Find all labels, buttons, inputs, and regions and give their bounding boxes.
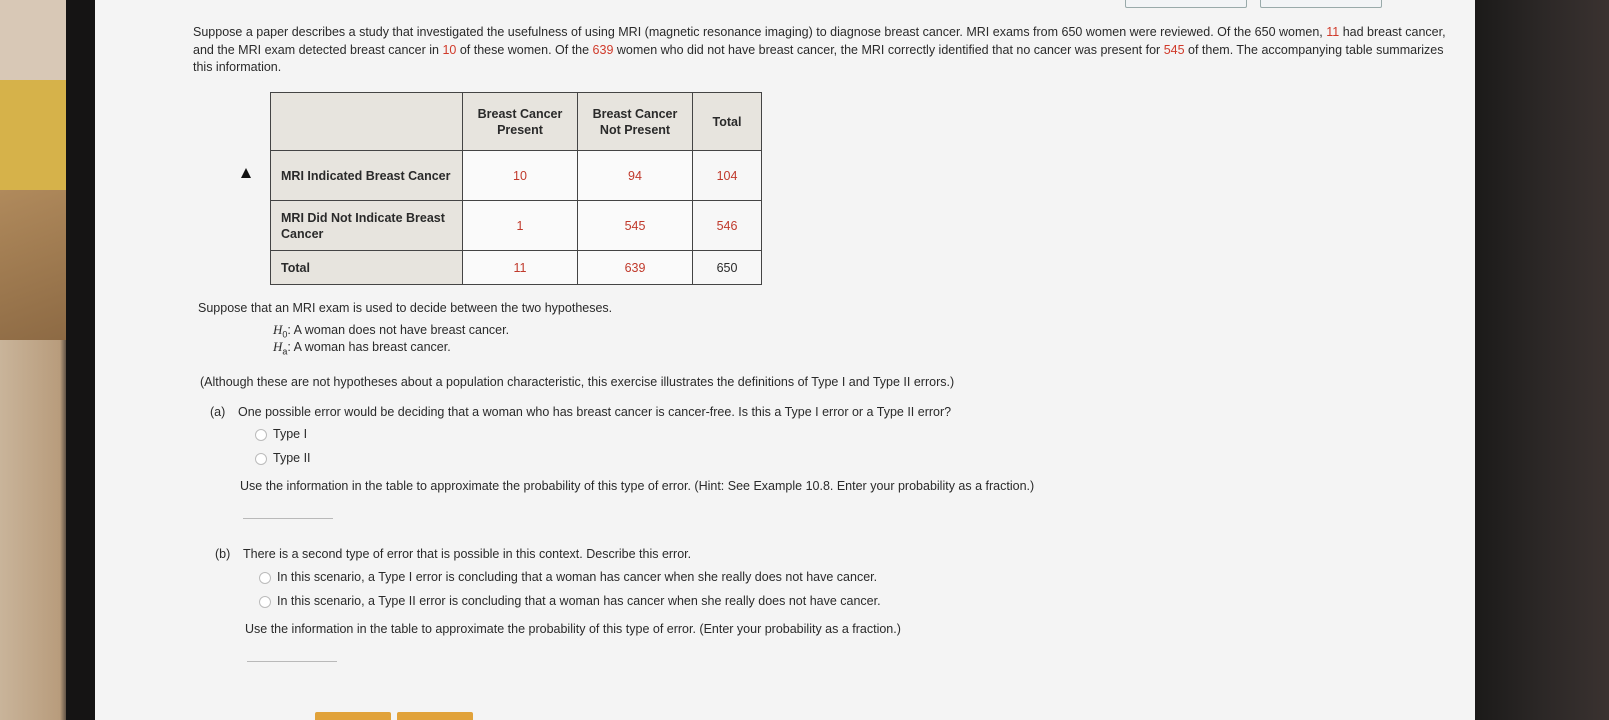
part-a-label: (a) — [210, 405, 226, 419]
part-a-instruction: Use the information in the table to approximate the probability of this type of error. (Hint: See Example 10.8. Enter your probability as a fraction.) — [240, 479, 1035, 493]
intro-value-10: 10 — [442, 42, 457, 57]
intro-value-545: 545 — [1163, 42, 1185, 57]
ha-symbol: H — [273, 339, 283, 354]
table-cell: 11 — [463, 251, 578, 285]
monitor-bezel-right — [1470, 0, 1609, 720]
table-cell-total: 650 — [693, 251, 762, 285]
part-a-question: One possible error would be deciding that a woman who has breast cancer is cancer-free. Is this a Type I error or a Type II error? — [238, 405, 952, 419]
part-a-option-type-i[interactable] — [255, 426, 307, 442]
table-row — [271, 151, 762, 201]
table-cell-total: 104 — [693, 151, 762, 201]
background-yellow-object — [0, 80, 66, 190]
option-label: Type II — [273, 451, 311, 465]
top-button-2[interactable] — [1260, 0, 1382, 8]
radio-button[interactable] — [259, 572, 271, 584]
part-b-instruction: Use the information in the table to approximate the probability of this type of error. (Enter your probability as a fraction.) — [245, 622, 901, 636]
problem-intro — [193, 24, 1453, 77]
submit-button[interactable] — [315, 712, 391, 720]
radio-button[interactable] — [259, 596, 271, 608]
radio-button[interactable] — [255, 453, 267, 465]
background-wood — [0, 190, 66, 340]
table-cell: 639 — [578, 251, 693, 285]
background-wall — [0, 0, 70, 80]
intro-value-11: 11 — [1326, 25, 1340, 39]
part-b-label: (b) — [215, 547, 231, 561]
intro-text-4: women who did not have breast cancer, the MRI correctly identified that no cancer was present for — [613, 42, 1164, 57]
table-cell: 10 — [463, 151, 578, 201]
part-b-option-1[interactable] — [259, 569, 877, 585]
row-label: MRI Did Not Indicate Breast Cancer — [271, 201, 463, 251]
h0-subscript: 0 — [282, 329, 288, 340]
option-label: In this scenario, a Type I error is concluding that a woman has cancer when she really does not have cancer. — [277, 570, 878, 584]
intro-text-5: of them. The accompanying table summarizes this information. — [193, 42, 1444, 74]
next-button[interactable] — [397, 712, 473, 720]
intro-value-639: 639 — [592, 42, 614, 57]
ha-subscript: a — [282, 346, 288, 357]
table-cell: 1 — [463, 201, 578, 251]
header-bc-not-present: Breast Cancer Not Present — [578, 93, 693, 151]
h0-symbol: H — [273, 322, 283, 337]
row-label: MRI Indicated Breast Cancer — [271, 151, 463, 201]
table-corner — [271, 93, 463, 151]
header-bc-present: Breast Cancer Present — [463, 93, 578, 151]
problem-panel — [95, 0, 1475, 720]
part-a-answer-input[interactable] — [243, 518, 333, 519]
part-b-answer-input[interactable] — [247, 661, 337, 662]
hypothesis-ha — [273, 339, 451, 360]
part-a-option-type-ii[interactable] — [255, 450, 311, 466]
part-b-question: There is a second type of error that is possible in this context. Describe this error. — [243, 547, 692, 561]
option-label: In this scenario, a Type II error is concluding that a woman has cancer when she really does not have cancer. — [277, 594, 881, 608]
mouse-cursor-icon — [241, 168, 251, 178]
row-label: Total — [271, 251, 463, 285]
table-row — [271, 251, 762, 285]
option-label: Type I — [273, 427, 308, 441]
radio-button[interactable] — [255, 429, 267, 441]
intro-text-3: of these women. Of the — [456, 42, 593, 57]
table-cell: 94 — [578, 151, 693, 201]
ha-text: : A woman has breast cancer. — [287, 340, 451, 354]
h0-text: : A woman does not have breast cancer. — [287, 323, 510, 337]
hypotheses-intro: Suppose that an MRI exam is used to decide between the two hypotheses. — [198, 301, 613, 315]
header-total: Total — [693, 93, 762, 151]
contingency-table — [270, 92, 762, 285]
intro-text-2: had breast cancer, and the MRI exam detected breast cancer in — [193, 25, 1446, 57]
screen — [95, 0, 1475, 720]
table-row — [271, 201, 762, 251]
intro-text-1: Suppose a paper describes a study that investigated the usefulness of using MRI (magnetic resonance imaging) to diagnose breast cancer. MRI exams from 650 women were reviewed. Of the 650 women, — [193, 25, 1327, 39]
table-cell-total: 546 — [693, 201, 762, 251]
top-button-1[interactable] — [1125, 0, 1247, 8]
table-cell: 545 — [578, 201, 693, 251]
part-b-option-2[interactable] — [259, 593, 881, 609]
hypotheses-note: (Although these are not hypotheses about a population characteristic, this exercise illustrates the definitions of Type I and Type II errors.) — [200, 375, 955, 389]
